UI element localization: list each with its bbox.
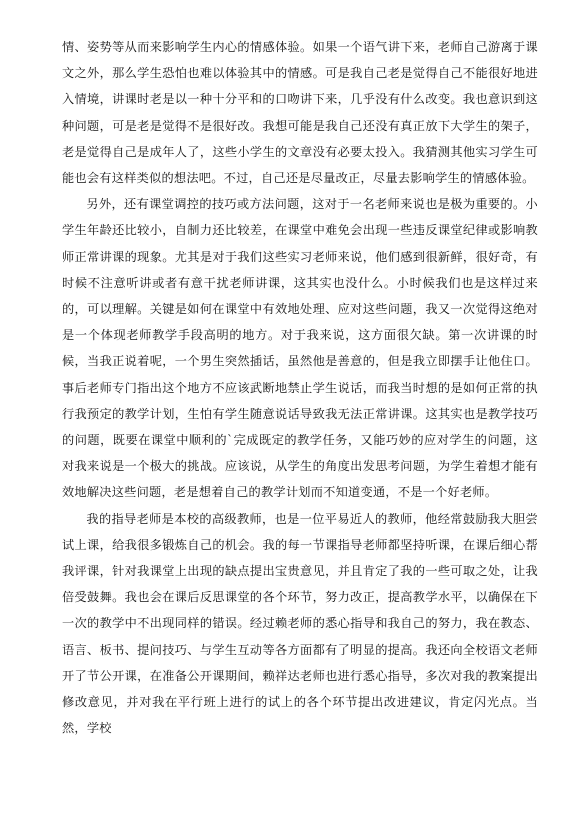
paragraph-3: 我的指导老师是本校的高级教师，也是一位平易近人的教师，他经常鼓励我大胆尝试上课，给我很多锻炼自己的机会。我的每一节课指导老师都坚持听课，在课后细心帮我评课，针对我课堂上出现的缺点提出宝贵意见，并且肯定了我的一些可取之处，让我倍受鼓舞。我也会在课后反思课堂的各个环节，努力改正，提高教学水平，以确保在下一次的教学中不出现同样的错误。经过赖老师的悉心指导和我自己的努力，我在教态、语言、板书、提问技巧、与学生互动等各方面都有了明显的提高。我还向全校语文老师开了节公开课，在准备公开课期间，赖祥达老师也进行悉心指导，多次对我的教案提出修改意见，并对我在平行班上进行的试上的各个环节提出改进建议，肯定闪光点。当然，学校 bbox=[62, 511, 538, 736]
paragraph-2: 另外，还有课堂调控的技巧或方法问题，这对于一名老师来说也是极为重要的。小学生年龄还比较小，自制力还比较差，在课堂中难免会出现一些违反课堂纪律或影响教师正常讲课的现象。尤其是对于我们这些实习老师来说，他们感到很新鲜，很好奇，有时候不注意听讲或者有意干扰老师讲课，这其实也没什么。小时候我们也是这样过来的，可以理解。关键是如何在课堂中有效地处理、应对这些问题，我又一次觉得这绝对是一个体现老师教学手段高明的地方。对于我来说，这方面很欠缺。第一次讲课的时候，当我正说着呢，一个男生突然插话，虽然他是善意的，但是我立即摆手让他住口。事后老师专门指出这个地方不应该武断地禁止学生说话，而我当时想的是如何正常的执行我预定的教学计划，生怕有学生随意说话导致我无法正常讲课。这其实也是教学技巧的问题，既要在课堂中顺利的`完成既定的教学任务，又能巧妙的应对学生的问题，这对我来说是一个极大的挑战。应该说，从学生的角度出发思考问题，为学生着想才能有效地解决这些问题，老是想着自己的教学计划而不知道变通，不是一个好老师。 bbox=[62, 197, 538, 500]
paragraph-1: 情、姿势等从而来影响学生内心的情感体验。如果一个语气讲下来，老师自己游离于课文之外，那么学生恐怕也难以体验其中的情感。可是我自己老是觉得自己不能很好地进入情境，讲课时老是以一种十分平和的口吻讲下来，几乎没有什么改变。我也意识到这种问题，可是老是觉得不是很好改。我想可能是我自己还没有真正放下大学生的架子，老是觉得自己是成年人了，这些小学生的文章没有必要太投入。我猜测其他实习学生可能也会有这样类似的想法吧。不过，自己还是尽量改正，尽量去影响学生的情感体验。 bbox=[62, 40, 538, 186]
